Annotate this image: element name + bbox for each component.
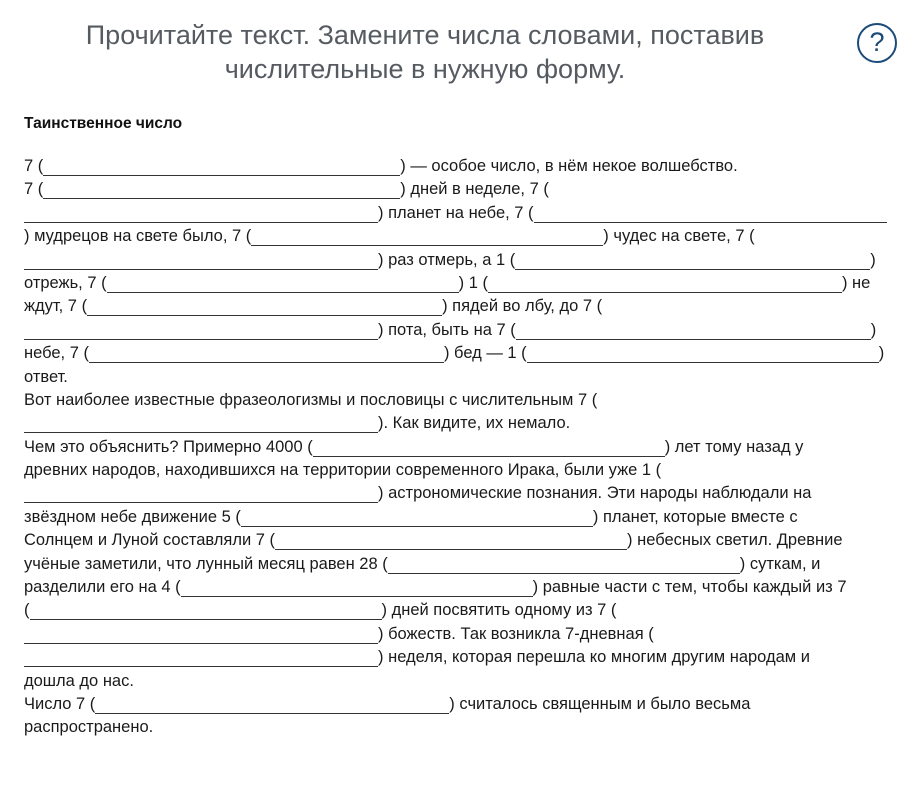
text-segment: дошла до нас.	[24, 671, 134, 690]
text-line	[24, 623, 896, 646]
text-line	[24, 272, 896, 295]
answer-blank[interactable]	[89, 345, 444, 363]
text-segment: разделили его на 4 (	[24, 578, 181, 597]
text-segment: Солнцем и Луной составляли 7 (	[24, 531, 276, 550]
answer-blank[interactable]	[24, 205, 378, 223]
text-segment: ) планет на небе, 7 (	[378, 203, 534, 222]
text-segment: ) бед — 1 (	[443, 344, 527, 363]
answer-blank[interactable]	[87, 298, 442, 316]
answer-blank[interactable]	[43, 158, 400, 176]
text-segment: Чем это объяснить? Примерно 4000 (	[24, 437, 313, 456]
text-segment: небе, 7 (	[24, 344, 89, 363]
text-line	[24, 319, 896, 342]
answer-blank[interactable]	[24, 322, 378, 340]
text-line	[24, 599, 896, 622]
text-line	[24, 249, 896, 272]
text-segment: древних народов, находившихся на территории современного Ирака, были уже 1 (	[24, 461, 662, 480]
text-segment: ) небесных светил. Древние	[627, 531, 843, 550]
text-line	[24, 670, 896, 693]
text-line	[24, 225, 896, 248]
text-segment: )	[870, 250, 876, 269]
answer-blank[interactable]	[24, 649, 378, 667]
text-line	[24, 295, 896, 318]
text-line	[24, 412, 896, 435]
question-mark-icon: ?	[869, 27, 885, 57]
text-segment: ) не	[841, 273, 871, 292]
text-line	[24, 693, 896, 716]
text-segment: ) божеств. Так возникла 7-дневная (	[378, 624, 654, 643]
answer-blank[interactable]	[24, 415, 378, 433]
text-line	[24, 716, 896, 739]
text-segment: ) дней посвятить одному из 7 (	[381, 601, 617, 620]
text-segment: ) 1 (	[458, 273, 488, 292]
text-line	[24, 155, 896, 178]
answer-blank[interactable]	[515, 252, 870, 270]
text-segment: ) чудес на свете, 7 (	[603, 227, 755, 246]
answer-blank[interactable]	[251, 228, 603, 246]
text-segment: ) мудрецов на свете было, 7 (	[24, 227, 252, 246]
text-segment: ждут, 7 (	[24, 297, 88, 316]
text-segment: ответ.	[24, 367, 68, 386]
text-segment: ) равные части с тем, чтобы каждый из 7	[532, 578, 847, 597]
task-header-line-1: Прочитайте текст. Замените числа словами, поставив	[85, 20, 765, 50]
text-segment: (	[24, 601, 30, 620]
exercise-text	[24, 155, 896, 740]
text-line	[24, 459, 896, 482]
text-line	[24, 436, 896, 459]
text-line	[24, 482, 896, 505]
text-line	[24, 366, 896, 389]
text-line	[24, 202, 896, 225]
answer-blank[interactable]	[388, 556, 740, 574]
answer-blank[interactable]	[488, 275, 842, 293]
text-line	[24, 389, 896, 412]
answer-blank[interactable]	[534, 205, 887, 223]
text-segment: ) считалось священным и было весьма	[449, 694, 751, 713]
text-segment: ) планет, которые вместе с	[592, 507, 798, 526]
text-segment: ). Как видите, их немало.	[378, 414, 571, 433]
text-segment: ) раз отмерь, а 1 (	[378, 250, 516, 269]
text-segment: распространено.	[24, 718, 154, 737]
text-segment: ) пядей во лбу, до 7 (	[442, 297, 603, 316]
text-line	[24, 646, 896, 669]
text-segment: ) пота, быть на 7 (	[378, 320, 516, 339]
task-header-line-2: числительные в нужную форму.	[224, 54, 626, 84]
answer-blank[interactable]	[30, 602, 382, 620]
text-segment: ) неделя, которая перешла ко многим другим народам и	[378, 648, 810, 667]
help-button[interactable]	[857, 23, 897, 63]
answer-blank[interactable]	[527, 345, 879, 363]
answer-blank[interactable]	[181, 579, 533, 597]
answer-blank[interactable]	[24, 252, 378, 270]
text-segment: учёные заметили, что лунный месяц равен 28 (	[24, 554, 388, 573]
text-segment: 7 (	[24, 157, 44, 175]
text-line	[24, 506, 896, 529]
text-line	[24, 342, 896, 365]
text-line	[24, 553, 896, 576]
task-header	[30, 18, 820, 86]
answer-blank[interactable]	[43, 181, 400, 199]
text-segment: ) суткам, и	[739, 554, 821, 573]
answer-blank[interactable]	[24, 626, 378, 644]
answer-blank[interactable]	[516, 322, 871, 340]
text-segment: ) — особое число, в нём некое волшебство.	[400, 157, 738, 175]
text-segment: звёздном небе движение 5 (	[24, 507, 241, 526]
answer-blank[interactable]	[313, 439, 665, 457]
answer-blank[interactable]	[24, 485, 378, 503]
text-title: Таинственное число	[24, 115, 183, 132]
text-segment: ) лет тому назад у	[664, 437, 804, 456]
text-segment: ) астрономические познания. Эти народы наблюдали на	[378, 484, 812, 503]
answer-blank[interactable]	[275, 532, 627, 550]
text-segment: ) дней в неделе, 7 (	[400, 180, 549, 199]
answer-blank[interactable]	[241, 509, 593, 527]
text-line	[24, 178, 896, 201]
text-segment: Вот наиболее известные фразеологизмы и пословицы с числительным 7 (	[24, 390, 598, 409]
text-segment: )	[870, 320, 877, 339]
text-line	[24, 576, 896, 599]
text-segment: Число 7 (	[24, 694, 96, 713]
text-segment: 7 (	[24, 180, 44, 199]
text-segment: )	[878, 344, 885, 363]
text-segment: отрежь, 7 (	[24, 273, 107, 292]
answer-blank[interactable]	[107, 275, 459, 293]
text-line	[24, 529, 896, 552]
answer-blank[interactable]	[95, 696, 449, 714]
